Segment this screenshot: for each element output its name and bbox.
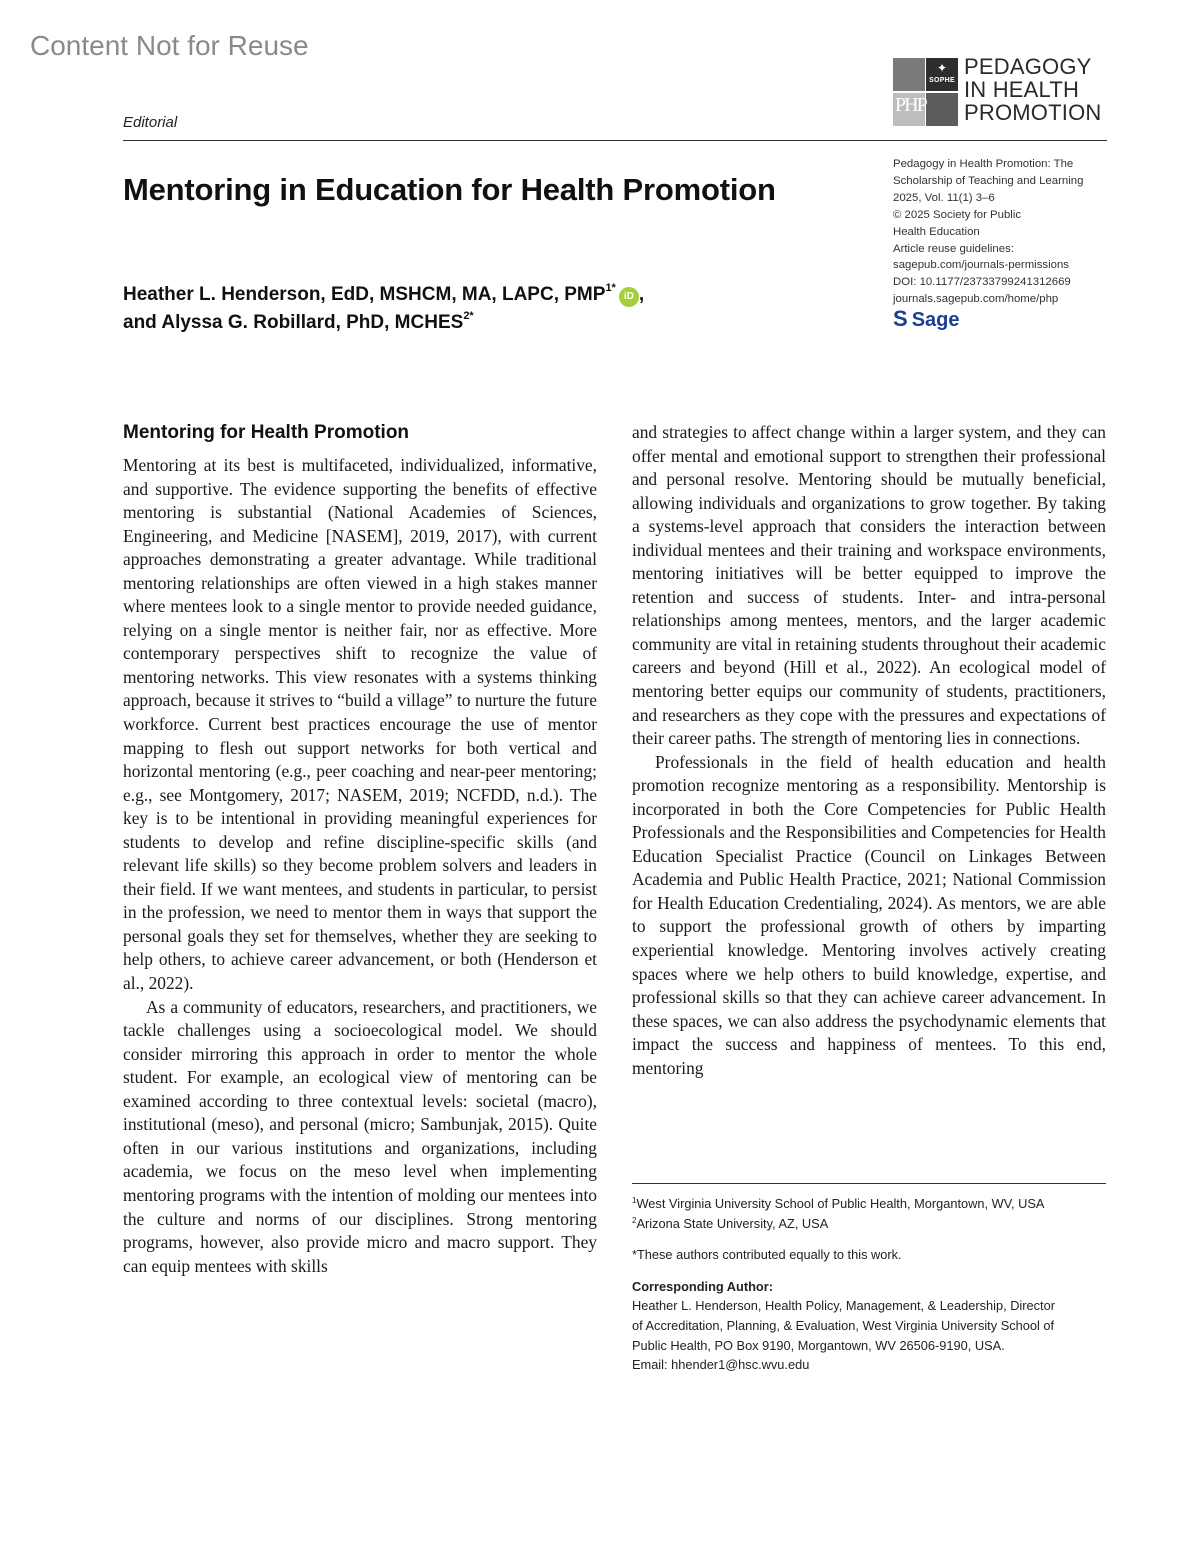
section-heading: Mentoring for Health Promotion <box>123 422 410 443</box>
php-monogram: PHP <box>895 94 926 116</box>
volume-info: 2025, Vol. 11(1) 3–6 <box>893 191 995 204</box>
footnotes <box>632 1194 1112 1375</box>
paragraph-2: As a community of educators, researchers, and practitioners, we tackle challenges using a socioecological model. We should consider mirroring this approach in order to mentor the whole student. For example, an ecological view of mentoring can be examined according to three contextual levels: societal (macro), institutional (meso), and personal (micro; Sambunjak, 2015). Quite often in our various institutions and organizations, including academia, we focus on the meso level when implementing mentoring programs with the intention of molding our mentees into the culture and norms of our disciplines. Strong mentoring programs, however, also provide micro and macro support. They can equip mentees with skills <box>123 996 597 1276</box>
paragraph-4: Professionals in the field of health education and health promotion recognize mentoring as a responsibility. Mentorship is incorporated in both the Core Competencies for Public Health Professionals and the Responsibilities and Competencies for Health Education Specialist Practice (Council on Linkages Between Academia and Public Health Practice, 2021; National Commission for Health Education Credentialing, 2024). As mentors, we are able to support the professional growth of others by imparting experiential knowledge. Mentoring involves actively creating spaces where we help others to build knowledge, expertise, and professional skills so that they can achieve career advancement. In these spaces, we can also address the psychodynamic elements that impact the success and happiness of mentees. To this end, mentoring <box>632 751 1106 1078</box>
watermark: Content Not for Reuse <box>30 30 309 61</box>
corresponding-author-heading: Corresponding Author: <box>632 1278 773 1294</box>
author-list <box>123 281 843 337</box>
right-column <box>632 421 1106 1080</box>
copyright-line-2: Health Education <box>893 225 980 238</box>
footnote-divider <box>632 1183 1106 1184</box>
article-metadata <box>893 156 1113 332</box>
article-title: Mentoring in Education for Health Promotion <box>123 172 776 207</box>
journal-logo <box>893 54 1108 128</box>
left-column <box>123 420 597 1278</box>
journal-name-line-2: Scholarship of Teaching and Learning <box>893 174 1084 187</box>
copyright-line-1: © 2025 Society for Public <box>893 208 1022 221</box>
journal-logo-wordmark: PEDAGOGY IN HEALTH PROMOTION <box>964 54 1102 125</box>
doi[interactable]: DOI: 10.1177/23733799241312669 <box>893 276 1071 289</box>
author-1-affiliation: 1* <box>605 282 616 294</box>
journal-link[interactable]: journals.sagepub.com/home/php <box>893 293 1059 306</box>
sophe-badge: SOPHE <box>928 77 955 84</box>
sage-s-icon: S <box>893 306 908 332</box>
affiliation-1: $^1$West Virginia University School of Public Health, Morgantown, WV, USA <box>632 1196 1045 1211</box>
reuse-link[interactable]: sagepub.com/journals-permissions <box>893 259 1070 272</box>
author-2-affiliation: 2* <box>463 310 474 322</box>
sage-logo: S Sage <box>893 306 960 332</box>
author-line-1: Heather L. Henderson, EdD, MSHCM, MA, LAPC, $PMP^{1*}iD$ , <box>123 282 645 305</box>
author-line-2 <box>123 309 843 337</box>
author-2: and Alyssa G. Robillard, PhD, MCHES <box>123 312 464 333</box>
affiliation-2: $^2$Arizona State University, AZ, USA <box>632 1215 829 1231</box>
corresponding-address-line-2: of Accreditation, Planning, & Evaluation, West Virginia University School of <box>632 1317 1055 1333</box>
orcid-icon[interactable]: iD <box>619 287 639 307</box>
paragraph-1: Mentoring at its best is multifaceted, individualized, informative, and supportive. The evidence supporting the benefits of effective mentoring is substantial (National Academies of Sciences, Engineering, and Medicine [NASEM], 2019, 2017), with current approaches demonstrating a greater advantage. While traditional mentoring relationships are often viewed in a high stakes manner where mentees look to a single mentor to provide needed guidance, relying on a single mentor is neither fair, nor as effective. More contemporary perspectives shift to recognize the value of mentoring networks. This view resonates with a systems thinking approach, because it strives to “build a village” to nurture the future workforce. Current best practices encourage the use of mentor mapping to flesh out support networks for both vertical and horizontal mentoring (e.g., peer coaching and near-peer mentoring; e.g., see Montgomery, 2017; NASEM, 2019; NCFDD, n.d.). The key is to be intentional in providing meaningful experiences for students to develop and refine discipline-specific skills (and relevant life skills) so they become problem solvers and leaders in their field. If we want mentees, and students in particular, to persist in the profession, we need to mentor them in ways that support the personal goals they set for themselves, whether they are seeking to help others, to achieve career advancement, or both (Henderson et al., 2022). <box>123 455 597 994</box>
corresponding-address-line-1: Heather L. Henderson, Health Policy, Management, & Leadership, Director <box>632 1298 1055 1314</box>
corresponding-email[interactable]: Email: hhender1@hsc.wvu.edu <box>632 1357 810 1373</box>
corresponding-address-line-3: Public Health, PO Box 9190, Morgantown, WV 26506-9190, USA. <box>632 1337 1005 1353</box>
paragraph-3: and strategies to affect change within a larger system, and they can offer mental and emotional support to strengthen their professional and personal resolve. Mentoring should be mutually beneficial, allowing individuals and organizations to grow together. By taking a systems-level approach that considers the interaction between individual mentees and their training and workspace environments, mentoring initiatives will be better equipped to improve the retention and success of students. Inter- and intra-personal relationships among mentees, mentors, and the larger academic community are vital in retaining students throughout their academic careers and beyond (Hill et al., 2022). An ecological model of mentoring better equips our community of students, practitioners, and researchers as they cope with the pressures and expectations of their career paths. The strength of mentoring lies in connections. <box>632 422 1106 749</box>
journal-name-line-1: Pedagogy in Health Promotion: The <box>893 158 1074 170</box>
header-divider <box>123 140 1107 141</box>
reuse-label: Article reuse guidelines: <box>893 242 1014 255</box>
equal-contribution-note: *These authors contributed equally to this work. <box>632 1247 902 1263</box>
section-label: Editorial <box>123 114 178 131</box>
sophe-star-icon: ✦ <box>936 61 948 75</box>
author-1: Heather L. Henderson, EdD, MSHCM, MA, LAPC, PMP <box>123 284 606 305</box>
journal-logo-mark <box>893 58 958 126</box>
